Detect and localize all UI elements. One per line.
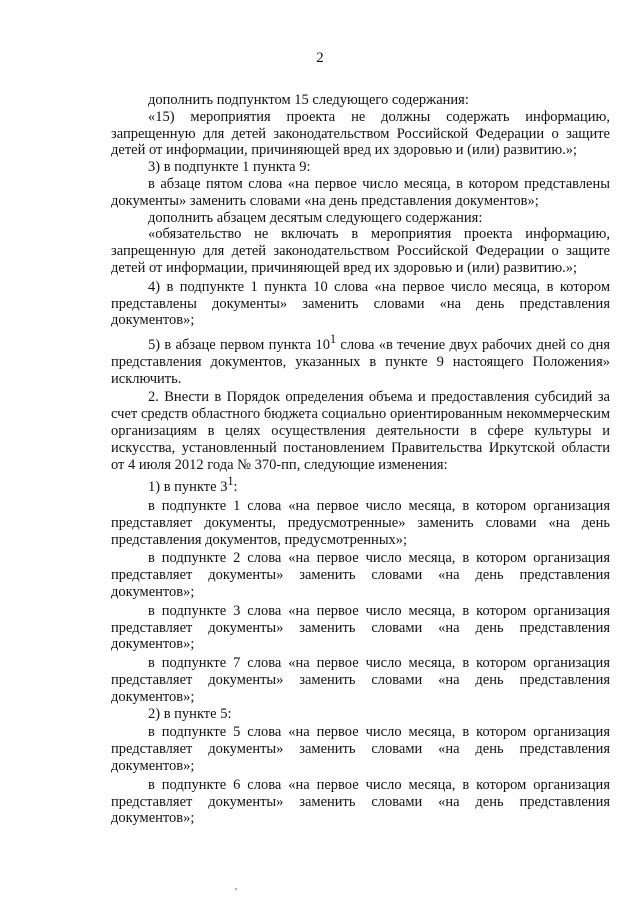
paragraph: дополнить подпунктом 15 следующего содержания: bbox=[148, 92, 469, 108]
paragraph: в подпункте 7 слова «на первое число месяца, в котором организация представляет документы» заменить словами «на день представления документов»; bbox=[111, 655, 610, 705]
paragraph bbox=[111, 331, 610, 387]
paragraph-text: 1) в пункте 3 bbox=[148, 479, 228, 496]
superscript: 1 bbox=[227, 474, 234, 489]
paragraph: в абзаце пятом слова «на первое число месяца, в котором представлены документы» заменить словами «на день представления документов»; bbox=[111, 175, 610, 209]
page-number: 2 bbox=[316, 50, 324, 66]
paragraph: в подпункте 6 слова «на первое число месяца, в котором организация представляет документы» заменить словами «на день представления документов»; bbox=[111, 776, 610, 827]
paragraph: «15) мероприятия проекта не должны содержать информацию, запрещенную для детей законодательством Российской Федерации о защите детей от информации, причиняющей вред их здоровью и (или) развитию.»; bbox=[111, 108, 610, 159]
paragraph bbox=[111, 473, 610, 496]
paragraph-text: 5) в абзаце первом пункта 10 bbox=[148, 336, 331, 353]
paragraph: 2) в пункте 5: bbox=[148, 705, 232, 722]
paragraph: 4) в подпункте 1 пункта 10 слова «на первое число месяца, в котором представлены документы» заменить словами «на день представления документов»; bbox=[111, 278, 610, 329]
paragraph: в подпункте 1 слова «на первое число месяца, в котором организация представляет документы, предусмотренные» заменить словами «на день представления документов, предусмотренных»; bbox=[111, 497, 610, 548]
paragraph: дополнить абзацем десятым следующего содержания: bbox=[148, 209, 483, 226]
paragraph: в подпункте 5 слова «на первое число месяца, в котором организация представляет документы» заменить словами «на день представления документов»; bbox=[111, 724, 610, 774]
paragraph: в подпункте 3 слова «на первое число месяца, в котором организация представляет документы» заменить словами «на день представления документов»; bbox=[111, 602, 610, 653]
paragraph: 2. Внести в Порядок определения объема и предоставления субсидий за счет средств областного бюджета социально ориентированным некоммерческим организациям в целях осуществления деятельности в сфере культуры и искусства, установленный постановлением Правительства Иркутской области от 4 июля 2012 года № 370-пп, следующие изменения: bbox=[111, 389, 610, 473]
paragraph-text: слова «в течение двух рабочих дней со дня представления документов, указанных в пункте 9 настоящего Положения» исключить. bbox=[111, 336, 610, 387]
scan-speck bbox=[235, 888, 237, 890]
paragraph-text: : bbox=[233, 479, 238, 496]
paragraph: «обязательство не включать в мероприятия проекта информацию, запрещенную для детей законодательством Российской Федерации о защите детей от информации, причиняющей вред их здоровью и (или) развитию.»; bbox=[111, 226, 610, 276]
superscript: 1 bbox=[330, 332, 337, 347]
document-body bbox=[111, 92, 610, 827]
paragraph: 3) в подпункте 1 пункта 9: bbox=[148, 159, 311, 176]
paragraph: в подпункте 2 слова «на первое число месяца, в котором организация представляет документы» заменить словами «на день представления документов»; bbox=[111, 550, 610, 600]
